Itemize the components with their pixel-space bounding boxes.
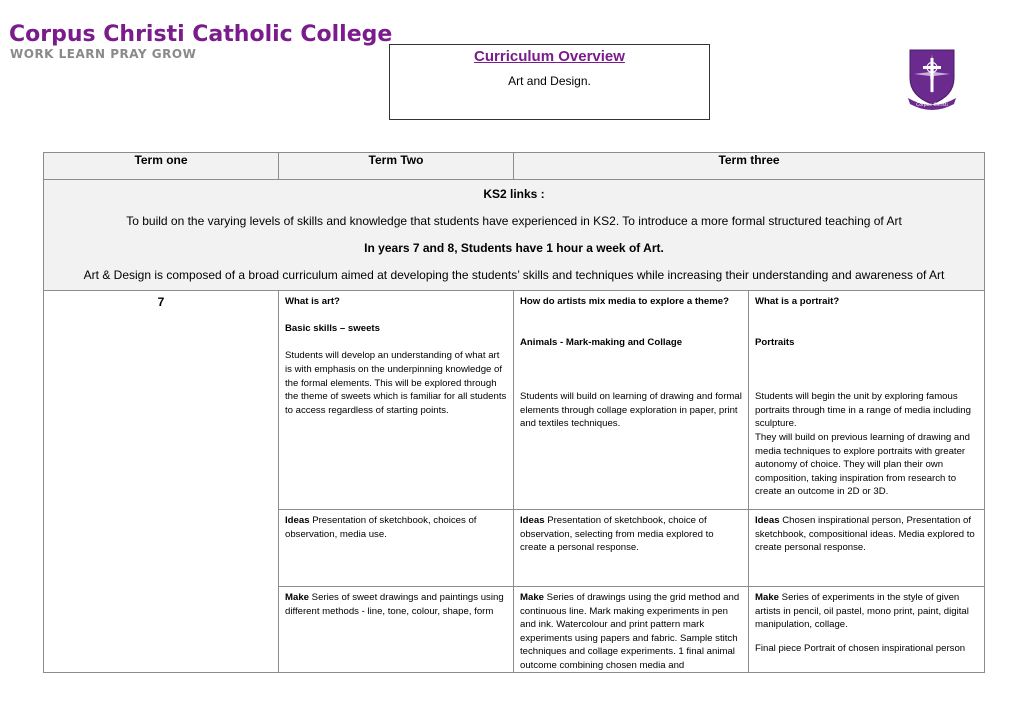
- ideas-text-1: Presentation of sketchbook, choices of observation, media use.: [285, 515, 477, 540]
- crest-cross-horizontal: [923, 66, 941, 69]
- unit-question-1: What is art?: [285, 296, 340, 307]
- unit-intro-row: [44, 291, 985, 510]
- term-header-row: [44, 153, 985, 180]
- ks2-line-2: In years 7 and 8, Students have 1 hour a week of Art.: [364, 241, 664, 255]
- ideas-label-2: Ideas: [520, 515, 545, 526]
- make-text-2: Series of drawings using the grid method and continuous line. Mark making experiments in pen and ink. Watercolour and print pattern mark experiments using papers and fabric. Sample stitch techniques and collage experiments. 1 final animal outcome combining chosen media and: [520, 592, 740, 671]
- unit-title-2: Animals - Mark-making and Collage: [520, 336, 683, 348]
- unit-description-3b: They will build on previous learning of drawing and media techniques to explore portraits with greater autonomy of choice. They will plan their own composition, taking inspiration from research to create an outcome in 2D or 3D.: [755, 431, 970, 498]
- unit-title-1: Basic skills – sweets: [285, 323, 380, 335]
- make-text-3b: Final piece Portrait of chosen inspirational person: [755, 642, 966, 654]
- ks2-links-row: [44, 180, 985, 291]
- make-cell-3: [749, 587, 985, 673]
- year-cell: 7: [44, 291, 279, 673]
- make-cell-2: [514, 587, 749, 673]
- term-two-header: Term Two: [279, 153, 514, 180]
- college-motto: WORK LEARN PRAY GROW: [10, 47, 197, 61]
- ideas-cell-1: [279, 510, 514, 587]
- term-three-header: Term three: [514, 153, 985, 180]
- college-crest-logo: [904, 42, 960, 110]
- ks2-heading: KS2 links :: [483, 187, 545, 201]
- ideas-label-3: Ideas: [755, 515, 780, 526]
- curriculum-table: [43, 152, 985, 673]
- make-label-3: Make: [755, 592, 779, 603]
- college-name: Corpus Christi Catholic College: [9, 22, 393, 47]
- ks2-line-1: To build on the varying levels of skills and knowledge that students have experienced in KS2. To introduce a more formal structured teaching of Art: [126, 214, 902, 228]
- unit-description-2: Students will build on learning of drawing and formal elements through collage exploration in paper, print and textiles techniques.: [520, 391, 742, 430]
- ideas-cell-2: [514, 510, 749, 587]
- make-label-1: Make: [285, 592, 309, 603]
- unit-description-1: Students will develop an understanding of what art is with emphasis on the underpinning knowledge of the formal elements. This will be explored through the theme of sweets which is familiar for all students to access regardless of starting points.: [285, 350, 507, 416]
- ideas-text-2: Presentation of sketchbook, choice of observation, selecting from media explored to create a personal response.: [520, 515, 714, 554]
- crest-ribbon-text: Corpus Christi: [916, 103, 948, 108]
- unit-description-3: Students will begin the unit by exploring famous portraits through time in a range of media including sculpture.: [755, 391, 971, 430]
- make-label-2: Make: [520, 592, 544, 603]
- make-cell-1: [279, 587, 514, 673]
- unit-cell-1: [279, 291, 514, 510]
- ideas-text-3: Chosen inspirational person, Presentation of sketchbook, compositional ideas. Media explored to create personal response.: [755, 515, 975, 554]
- make-text-3: Series of experiments in the style of given artists in pencil, oil pastel, mono print, paint, digital manipulation, collage.: [755, 592, 969, 631]
- curriculum-overview-box: [389, 44, 710, 120]
- unit-question-3: What is a portrait?: [755, 296, 840, 307]
- subject-name: Art and Design.: [508, 74, 591, 88]
- ideas-label-1: Ideas: [285, 515, 310, 526]
- unit-cell-2: [514, 291, 749, 510]
- unit-cell-3: [749, 291, 985, 510]
- unit-title-3: Portraits: [755, 336, 795, 348]
- unit-question-2: How do artists mix media to explore a theme?: [520, 296, 729, 307]
- term-one-header: Term one: [44, 153, 279, 180]
- ks2-line-3: Art & Design is composed of a broad curriculum aimed at developing the students’ skills and techniques while increasing their understanding and awareness of Art: [83, 268, 945, 282]
- overview-title[interactable]: Curriculum Overview: [474, 48, 625, 65]
- make-text-1: Series of sweet drawings and paintings using different methods - line, tone, colour, shape, form: [285, 592, 504, 617]
- ideas-cell-3: [749, 510, 985, 587]
- ks2-links-cell: [44, 180, 985, 291]
